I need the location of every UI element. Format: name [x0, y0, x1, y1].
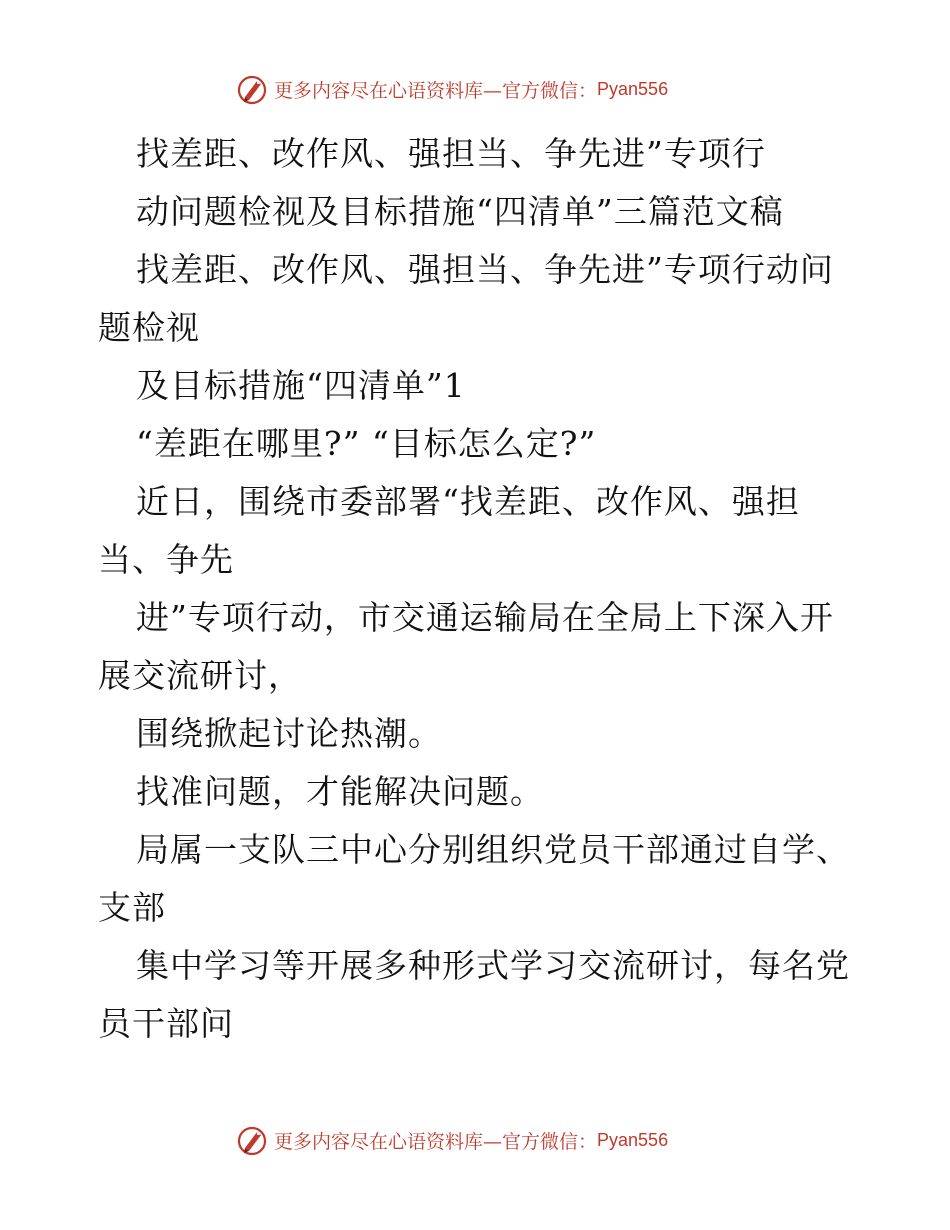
text-line: 当、争先 [98, 540, 234, 579]
text-line: 找差距、改作风、强担当、争先进”专项行动问 [136, 250, 834, 289]
text-line: 及目标措施“四清单”1 [136, 366, 466, 405]
header-banner [236, 72, 716, 106]
text-line: 集中学习等开展多种形式学习交流研讨，每名党 [136, 946, 850, 985]
text-line: 支部 [98, 888, 166, 927]
text-line: 动问题检视及目标措施“四清单”三篇范文稿 [136, 192, 784, 231]
text-line: 进”专项行动，市交通运输局在全局上下深入开 [136, 598, 834, 637]
text-line: “差距在哪里?” “目标怎么定?” [136, 424, 597, 463]
banner-wechat-id: Pyan556 [597, 78, 669, 99]
text-line: 找准问题，才能解决问题。 [136, 772, 544, 811]
text-line: 找差距、改作风、强担当、争先进”专项行 [136, 134, 766, 173]
banner-text: 更多内容尽在心语资料库—官方微信： [274, 79, 598, 102]
text-line: 围绕掀起讨论热潮。 [136, 714, 442, 753]
text-line: 员干部问 [98, 1004, 234, 1043]
pen-logo-icon [236, 1124, 268, 1156]
footer-banner [236, 1123, 716, 1157]
banner-wechat-id: Pyan556 [597, 1129, 669, 1150]
text-line: 题检视 [98, 308, 200, 347]
text-line: 近日，围绕市委部署“找差距、改作风、强担 [136, 482, 800, 521]
banner-text: 更多内容尽在心语资料库—官方微信： [274, 1130, 598, 1153]
text-line: 展交流研讨， [98, 656, 302, 695]
text-line: 局属一支队三中心分别组织党员干部通过自学、 [136, 830, 850, 869]
pen-logo-icon [236, 73, 268, 105]
